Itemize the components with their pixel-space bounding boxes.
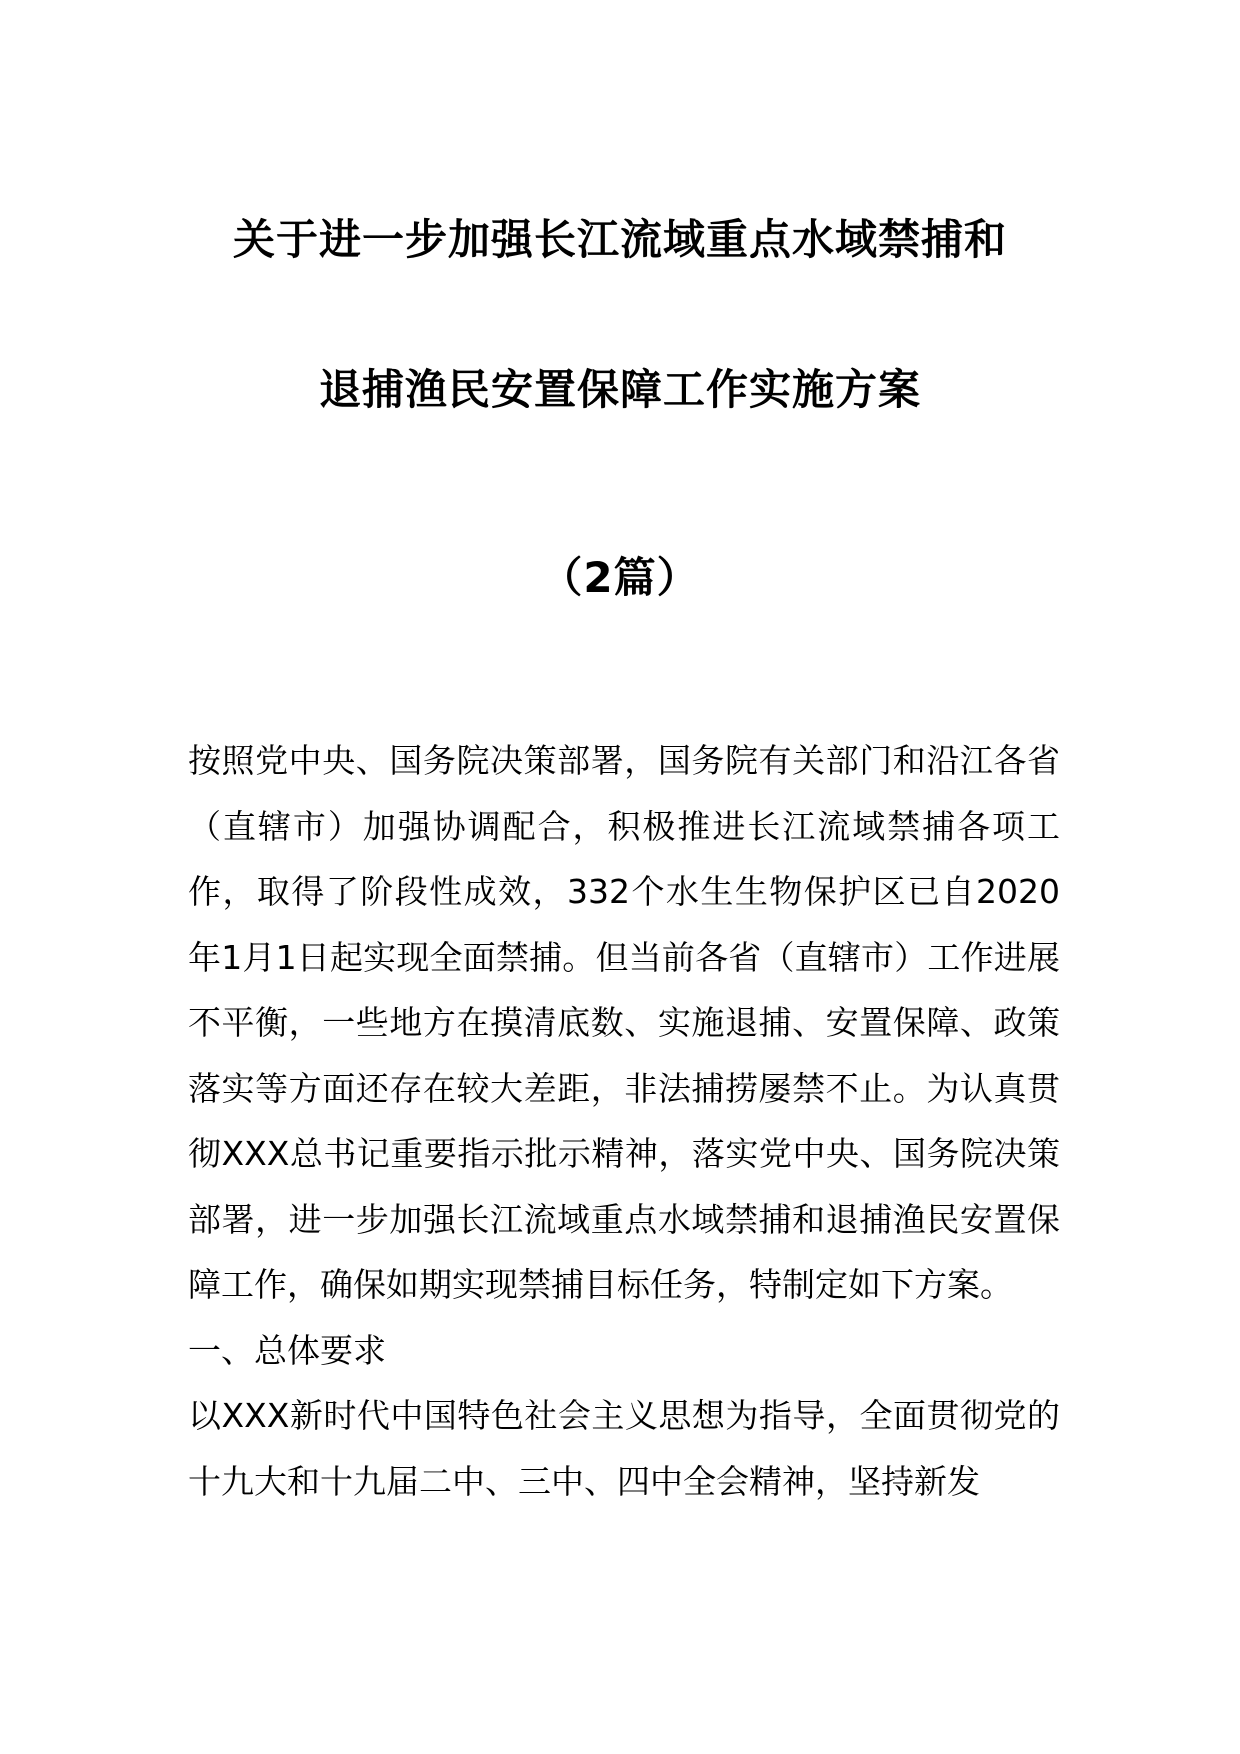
document-subtitle-count: （2篇）	[540, 553, 700, 602]
document-title-line-2: 退捕渔民安置保障工作实施方案	[318, 365, 921, 414]
general-requirements-paragraph: 以XXX新时代中国特色社会主义思想为指导，全面贯彻党的十九大和十九届二中、三中、四中全会精神，坚持新发	[188, 1396, 1060, 1501]
document-title-line-1: 关于进一步加强长江流域重点水域禁捕和	[232, 215, 1007, 264]
section-heading-general-requirements: 一、总体要求	[188, 1330, 386, 1370]
document-body	[188, 728, 1060, 1514]
intro-paragraph: 按照党中央、国务院决策部署，国务院有关部门和沿江各省（直辖市）加强协调配合，积极推进长江流域禁捕各项工作，取得了阶段性成效，332个水生生物保护区已自2020年1月1日起实现全面禁捕。但当前各省（直辖市）工作进展不平衡，一些地方在摸清底数、实施退捕、安置保障、政策落实等方面还存在较大差距，非法捕捞屡禁不止。为认真贯彻XXX总书记重要指示批示精神，落实党中央、国务院决策部署，进一步加强长江流域重点水域禁捕和退捕渔民安置保障工作，确保如期实现禁捕目标任务，特制定如下方案。	[188, 741, 1060, 1304]
